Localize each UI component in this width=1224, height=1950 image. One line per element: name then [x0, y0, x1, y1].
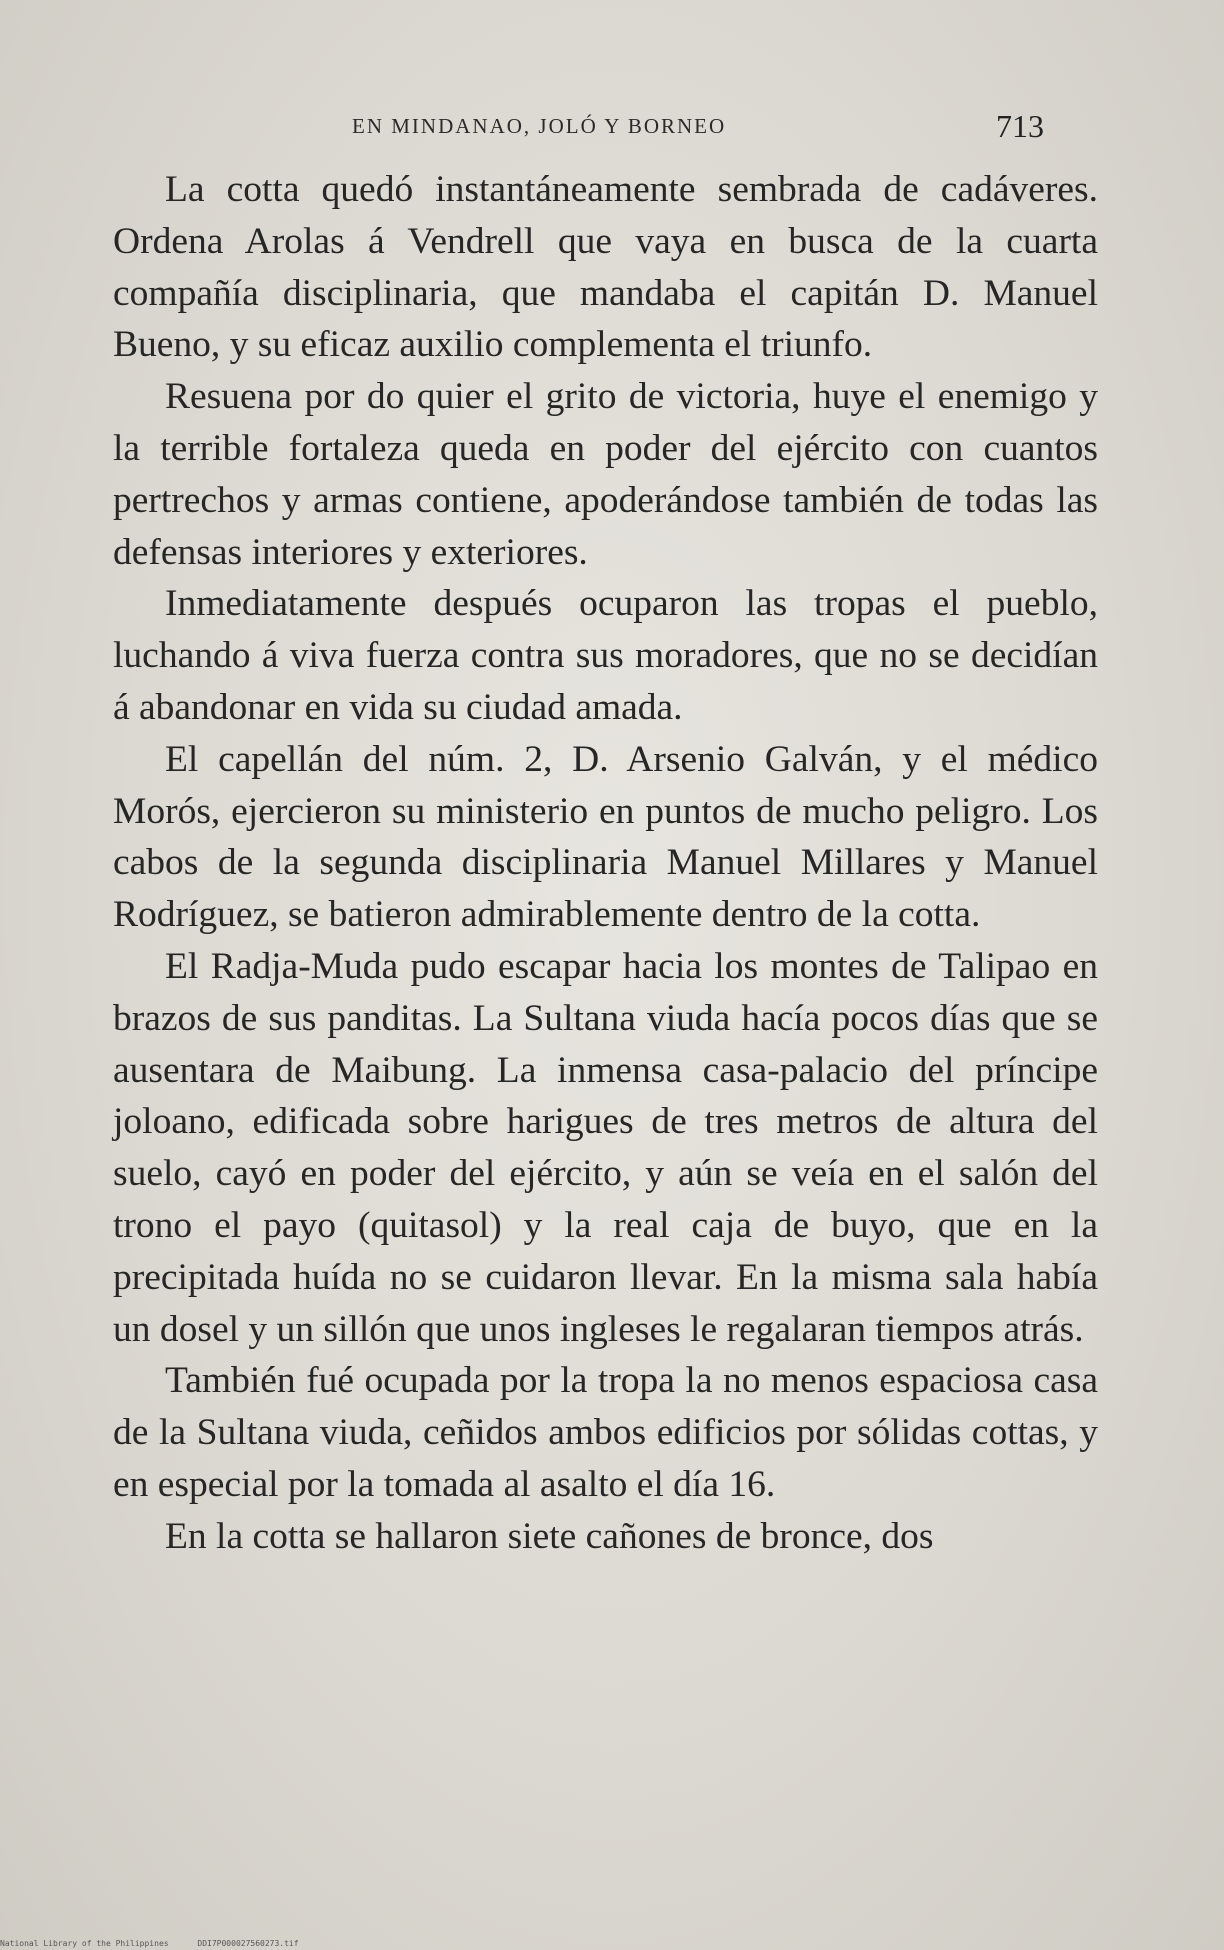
- running-head: EN MINDANAO, JOLÓ Y BORNEO: [352, 114, 727, 138]
- paragraph: También fué ocupada por la tropa la no menos espaciosa casa de la Sultana viuda, ceñidos ambos edificios por sólidas cottas, y en especial por la tomada al asalto el día 16.: [113, 1360, 1098, 1505]
- scan-footer: [0, 1939, 323, 1948]
- page-header: [352, 108, 1052, 148]
- paragraph: La cotta quedó instantáneamente sembrada de cadáveres. Ordena Arolas á Vendrell que vaya en busca de la cuarta compañía disciplinaria, que mandaba el capitán D. Manuel Bueno, y su eficaz auxilio complementa el triunfo.: [113, 169, 1098, 366]
- paragraph: Inmediatamente después ocuparon las tropas el pueblo, luchando á viva fuerza contra sus moradores, que no se decidían á abandonar en vida su ciudad amada.: [113, 583, 1098, 728]
- body-text: [113, 164, 1098, 1563]
- paragraph: Resuena por do quier el grito de victoria, huye el enemigo y la terrible fortaleza queda en poder del ejército con cuantos pertrechos y armas contiene, apoderándose también de todas las defensas interiores y exteriores.: [113, 376, 1098, 573]
- footer-code: DDI7P000027560273.tif: [197, 1939, 299, 1948]
- paragraph: El capellán del núm. 2, D. Arsenio Galván, y el médico Morós, ejercieron su ministerio en puntos de mucho peligro. Los cabos de la segunda disciplinaria Manuel Millares y Manuel Rodríguez, se batieron admirablemente dentro de la cotta.: [113, 738, 1098, 936]
- page-number: 713: [996, 108, 1044, 144]
- paragraph: En la cotta se hallaron siete cañones de bronce, dos: [165, 1515, 934, 1557]
- paragraph: El Radja-Muda pudo escapar hacia los montes de Talipao en brazos de sus panditas. La Sultana viuda hacía pocos días que se ausentara de Maibung. La inmensa casa-palacio del príncipe joloano, edificada sobre harigues de tres metros de altura del suelo, cayó en poder del ejército, y aún se veía en el salón del trono el payo (quitasol) y la real caja de buyo, que en la precipitada huída no se cuidaron llevar. En la misma sala había un dosel y un sillón que unos ingleses le regalaran tiempos atrás.: [113, 945, 1098, 1350]
- footer-library: National Library of the Philippines: [0, 1939, 169, 1948]
